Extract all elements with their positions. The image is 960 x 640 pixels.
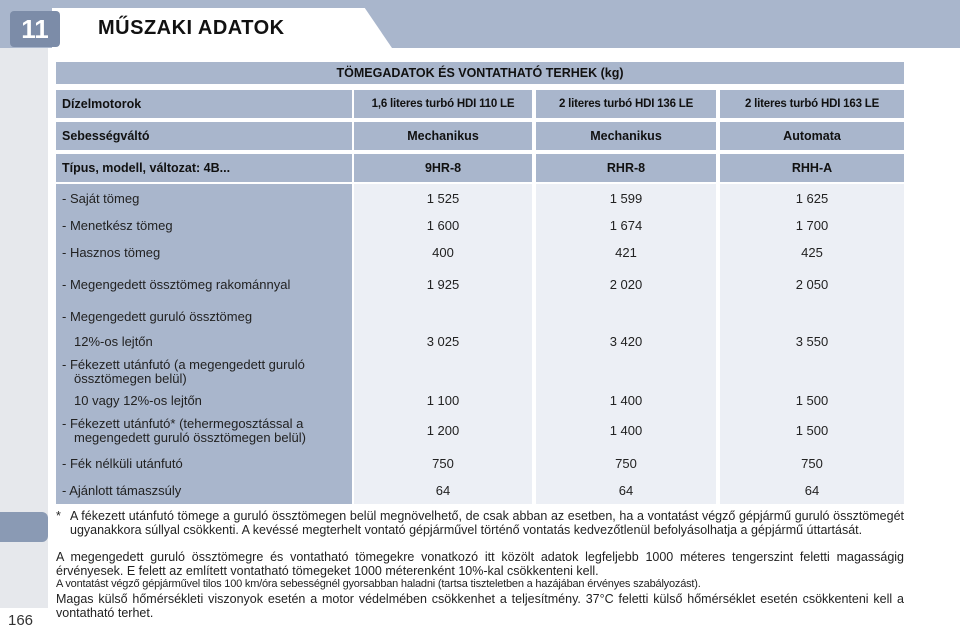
- nose-weight-value-3: 64: [804, 483, 820, 498]
- train-weight-value-3: 3 550: [795, 334, 829, 349]
- load-transfer-value-1: 1 200: [426, 423, 460, 438]
- gearbox-1: Mechanikus: [354, 122, 532, 150]
- kerb-weight-value-1: 1 600: [426, 218, 460, 233]
- altitude-note: A megengedett guruló össztömegre és vontatható tömegekre vonatkozó itt közölt adatok legfeljebb 1000 méteres tengerszint feletti magasságig érvényesek. E felett az említett vontatható tömegeket 1000 méterenként 10%-kal csökkenteni kell.: [56, 550, 904, 578]
- type-row-label: Típus, modell, változat: 4B...: [56, 154, 352, 182]
- nose-weight-value-1: 64: [435, 483, 451, 498]
- row-label-kerb-weight: - Menetkész tömeg: [62, 218, 173, 233]
- engine-2: 2 literes turbó HDI 136 LE: [536, 90, 716, 118]
- nose-weight-value-2: 64: [618, 483, 634, 498]
- engine-row-label: Dízelmotorok: [56, 90, 352, 118]
- footnote-text: A fékezett utánfutó tömege a guruló össztömegen belül megnövelhető, de csak abban az esetben, ha a vontatást végző gépjármű guruló össztömegét ugyanakkora súllyal csökkenti. A kevéssé megterhelt vontató gépjárművel történő vontatás kedvezőtlenül befolyásolhatja a gépjármű úttartását.: [70, 509, 904, 537]
- engine-3: 2 literes turbó HDI 163 LE: [720, 90, 904, 118]
- row-label-braked-trailer-load-transfer: - Fékezett utánfutó* (tehermegosztással a megengedett guruló össztömegen belül): [62, 416, 306, 445]
- row-label-payload: - Hasznos tömeg: [62, 245, 161, 260]
- unbraked-trailer-value-2: 750: [615, 456, 637, 471]
- train-weight-value-2: 3 420: [609, 334, 643, 349]
- page-number: 166: [8, 612, 34, 629]
- row-label-gross-weight: - Megengedett össztömeg rakománnyal: [62, 277, 291, 292]
- type-2: RHR-8: [536, 154, 716, 182]
- own-weight-value-1: 1 525: [426, 191, 460, 206]
- engine-1: 1,6 literes turbó HDI 110 LE: [354, 90, 532, 118]
- kerb-weight-value-3: 1 700: [795, 218, 829, 233]
- gearbox-2: Mechanikus: [536, 122, 716, 150]
- braked-trailer-value-2: 1 400: [609, 393, 643, 408]
- braked-trailer-value-3: 1 500: [795, 393, 829, 408]
- row-label-braked-trailer: - Fékezett utánfutó (a megengedett guruló össztömegen belül): [62, 357, 305, 386]
- footnote-star: *: [56, 509, 61, 523]
- type-1: 9HR-8: [354, 154, 532, 182]
- row-label-nose-weight: - Ajánlott támaszsúly: [62, 483, 182, 498]
- row-label-12-percent-gradient: 12%-os lejtőn: [74, 334, 153, 349]
- gross-weight-value-2: 2 020: [609, 277, 643, 292]
- type-header-row: [56, 154, 904, 182]
- unbraked-trailer-value-1: 750: [432, 456, 454, 471]
- side-chapter-tab: [0, 512, 48, 542]
- gearbox-3: Automata: [720, 122, 904, 150]
- payload-value-2: 421: [615, 245, 637, 260]
- gross-weight-value-3: 2 050: [795, 277, 829, 292]
- gearbox-header-row: [56, 122, 904, 150]
- table-caption: TÖMEGADATOK ÉS VONTATHATÓ TERHEK (kg): [56, 62, 904, 84]
- temperature-note: Magas külső hőmérsékleti viszonyok esetén a motor védelmében csökkenhet a teljesítmény. 37°C feletti külső hőmérséklet esetén csökkenteni kell a vontatható terhet.: [56, 592, 904, 620]
- row-label-unbraked-trailer: - Fék nélküli utánfutó: [62, 456, 183, 471]
- own-weight-value-2: 1 599: [609, 191, 643, 206]
- kerb-weight-value-2: 1 674: [609, 218, 643, 233]
- unbraked-trailer-value-3: 750: [801, 456, 823, 471]
- own-weight-value-3: 1 625: [795, 191, 829, 206]
- page-title: MŰSZAKI ADATOK: [98, 17, 285, 39]
- row-label-train-weight: - Megengedett guruló össztömeg: [62, 309, 253, 324]
- payload-value-1: 400: [432, 245, 454, 260]
- row-label-10-12-percent-gradient: 10 vagy 12%-os lejtőn: [74, 393, 202, 408]
- engine-header-row: [56, 90, 904, 118]
- type-3: RHH-A: [720, 154, 904, 182]
- braked-trailer-value-1: 1 100: [426, 393, 460, 408]
- gross-weight-value-1: 1 925: [426, 277, 460, 292]
- table-body: [56, 184, 904, 504]
- row-label-own-weight: - Saját tömeg: [62, 191, 140, 206]
- load-transfer-value-2: 1 400: [609, 423, 643, 438]
- speed-note: A vontatást végző gépjárművel tilos 100 km/óra sebességnél gyorsabban haladni (tartsa tiszteletben a hazájában érvényes szabályozást).: [56, 578, 701, 590]
- payload-value-3: 425: [801, 245, 823, 260]
- load-transfer-value-3: 1 500: [795, 423, 829, 438]
- gearbox-row-label: Sebességváltó: [56, 122, 352, 150]
- train-weight-value-1: 3 025: [426, 334, 460, 349]
- chapter-number: 11: [10, 11, 60, 47]
